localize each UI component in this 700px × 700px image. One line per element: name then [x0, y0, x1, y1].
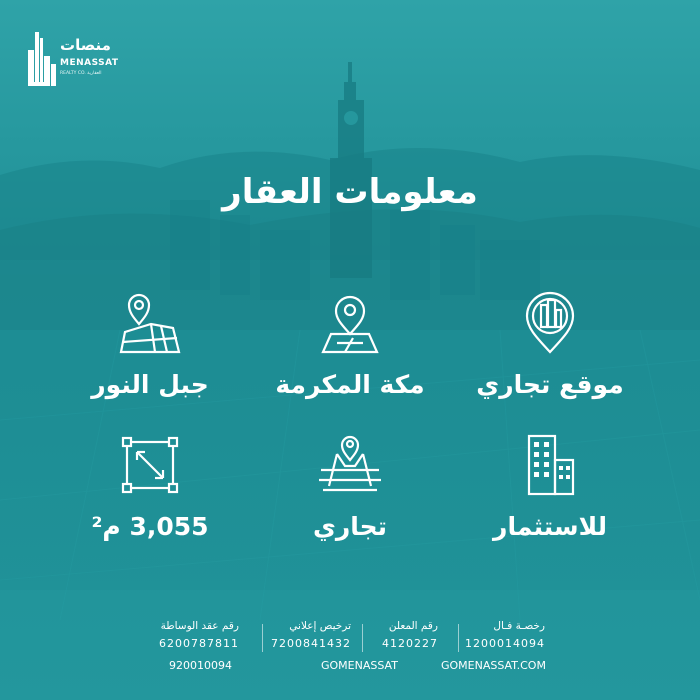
brand-subtitle [60, 71, 102, 76]
license-label: رقم المعلن [388, 620, 438, 632]
website-link[interactable]: GOMENASSAT.COM [441, 659, 546, 672]
feature-label: مكة المكرمة [275, 370, 425, 399]
feature-area [50, 430, 250, 541]
license-value: 4120227 [382, 637, 438, 650]
phone-number[interactable]: 920010094 [169, 659, 232, 672]
social-handle[interactable]: GOMENASSAT [321, 659, 398, 672]
map-location-icon [115, 288, 185, 358]
feature-location-type [450, 288, 650, 399]
feature-purpose [450, 430, 650, 541]
feature-label: موقع تجاري [476, 370, 624, 399]
feature-label: للاستثمار [493, 512, 607, 541]
city-location-pin-icon [515, 288, 585, 358]
feature-district [50, 288, 250, 399]
license-value: 6200787811 [159, 637, 239, 650]
area-measure-icon [115, 430, 185, 500]
divider [458, 624, 459, 652]
license-label: رقم عقد الوساطة [160, 620, 239, 632]
page-title: معلومات العقار [222, 172, 478, 212]
license-brokerage [159, 620, 239, 650]
feature-label: 3,055 م² [91, 512, 209, 541]
license-fal [465, 620, 545, 650]
map-pin-icon [315, 288, 385, 358]
feature-type [250, 430, 450, 541]
license-value: 7200841432 [271, 637, 351, 650]
feature-label: جبل النور [91, 370, 209, 399]
divider [362, 624, 363, 652]
brand-sub-en: REALTY CO. [60, 71, 86, 76]
license-value: 1200014094 [465, 637, 545, 650]
contact-footer [0, 658, 700, 674]
divider [262, 624, 263, 652]
feature-city [250, 288, 450, 399]
license-label: ترخيص إعلاني [289, 620, 351, 632]
license-advertiser [382, 620, 438, 650]
road-pin-icon [315, 430, 385, 500]
feature-label: تجاري [312, 512, 388, 541]
brand-sub-ar: العقارية [87, 71, 102, 76]
license-ad-permit [271, 620, 351, 650]
building-icon [515, 430, 585, 500]
brand-name-en: MENASSAT [60, 58, 119, 68]
license-label: رخصـة فـال [493, 620, 545, 632]
brand-name-ar: منصات [60, 36, 111, 54]
